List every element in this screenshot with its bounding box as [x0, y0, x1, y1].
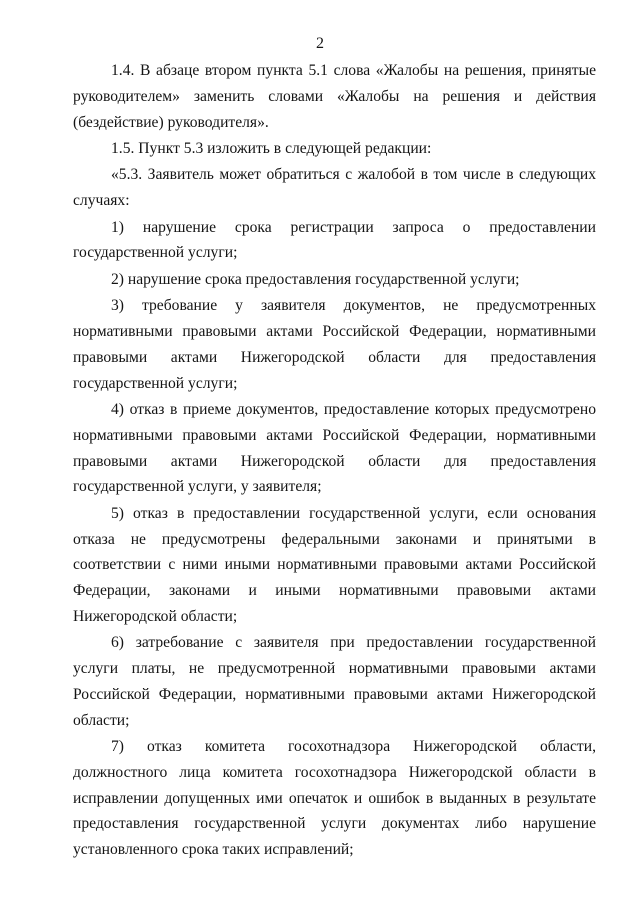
list-item-2: 2) нарушение срока предоставления государственной услуги;	[111, 270, 520, 288]
list-item-7: 7) отказ комитета госохотнадзора Нижегородской области, должностного лица комитета госохотнадзора Нижегородской области в исправлении допущенных ими опечаток и ошибок в выданных в результате предоставления государственной услуги документах либо нарушение установленного срока таких исправлений;	[73, 738, 596, 859]
list-item-6: 6) затребование с заявителя при предоставлении государственной услуги платы, не предусмотренной нормативными правовыми актами Российской Федерации, нормативными правовыми актами Нижегородской области;	[73, 634, 596, 729]
page-number: 2	[316, 35, 324, 52]
list-item-3: 3) требование у заявителя документов, не предусмотренных нормативными правовыми актами Российской Федерации, нормативными правовыми актами Нижегородской области для предоставления государственной услуги;	[73, 297, 596, 392]
list-item-4: 4) отказ в приеме документов, предоставление которых предусмотрено нормативными правовыми актами Российской Федерации, нормативными правовыми актами Нижегородской области для предоставления государственной услуги, у заявителя;	[73, 400, 596, 496]
paragraph-1-5: 1.5. Пункт 5.3 изложить в следующей редакции:	[111, 139, 432, 157]
list-item-5: 5) отказ в предоставлении государственной услуги, если основания отказа не предусмотрены федеральными законами и принятыми в соответствии с ними иными нормативными правовыми актами Российской Федерации, законами и иными нормативными правовыми актами Нижегородской области;	[73, 504, 596, 625]
paragraph-5-3-intro: «5.3. Заявитель может обратиться с жалобой в том числе в следующих случаях:	[73, 166, 596, 210]
list-item-1: 1) нарушение срока регистрации запроса о предоставлении государственной услуги;	[73, 218, 596, 262]
paragraph-1-4: 1.4. В абзаце втором пункта 5.1 слова «Жалобы на решения, принятые руководителем» заменить словами «Жалобы на решения и действия (бездействие) руководителя».	[73, 62, 596, 131]
document-body	[73, 58, 596, 863]
